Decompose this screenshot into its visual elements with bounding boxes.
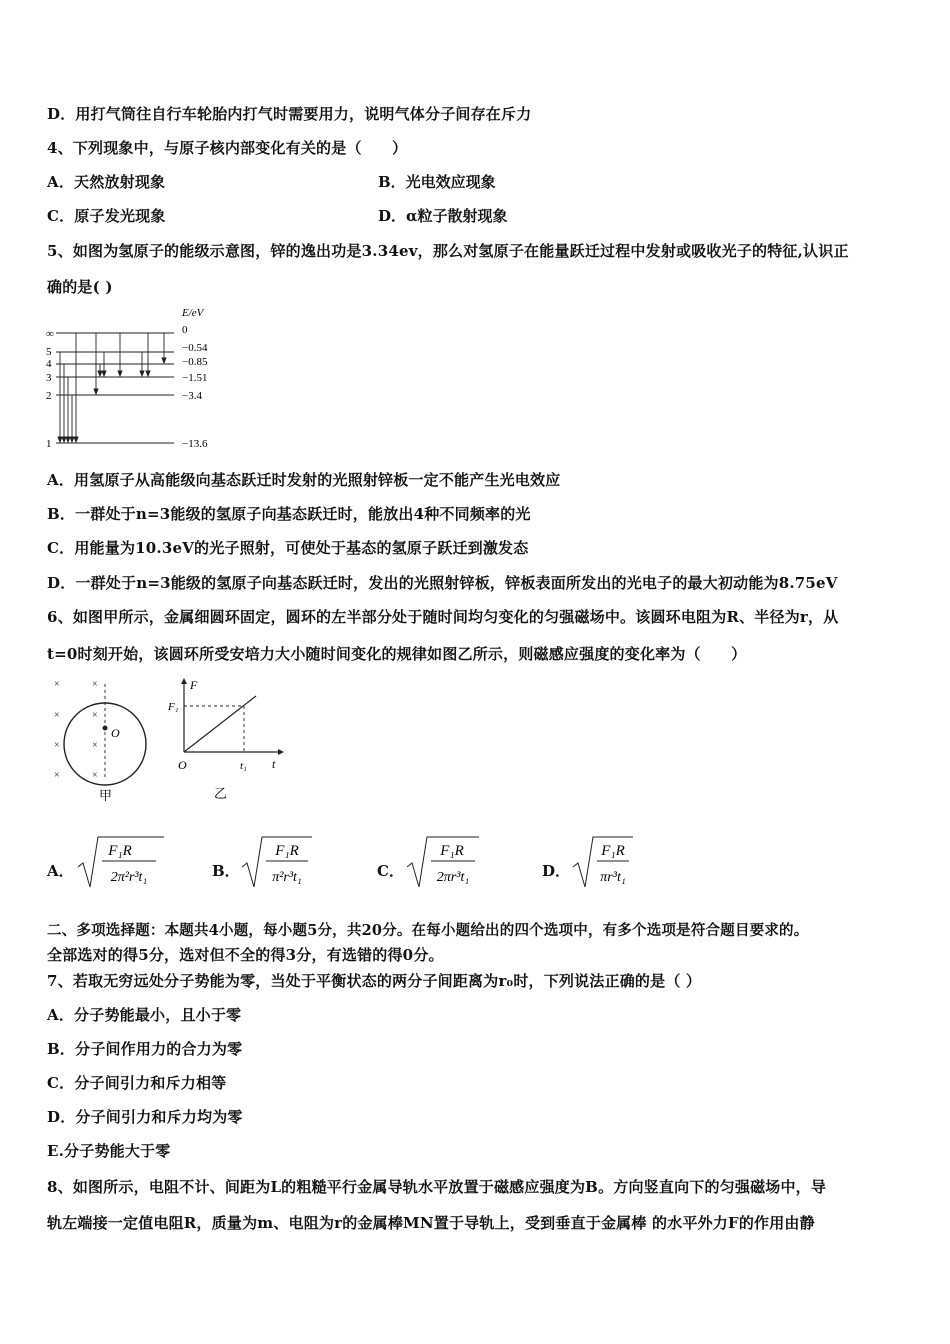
yi-x-axis-label: t [272, 757, 276, 771]
level-n-2: 2 [46, 390, 52, 402]
q3-option-d: D．用打气筒往自行车轮胎内打气时需要用力，说明气体分子间存在斥力 [47, 105, 532, 123]
q4-stem: 4、下列现象中，与原子核内部变化有关的是（ ） [47, 139, 408, 157]
energy-level-diagram [44, 303, 234, 453]
q6-option-a-formula [76, 833, 166, 893]
q6-option-c-formula [405, 833, 485, 893]
level-e-inf: 0 [182, 324, 188, 336]
q6-option-d-formula [571, 833, 641, 893]
figure-jia [48, 676, 158, 806]
q4-option-d: D．α粒子散射现象 [378, 207, 508, 225]
q5-stem-line1: 5、如图为氢原子的能级示意图，锌的逸出功是3.34ev，那么对氢原子在能量跃迁过程中发射或吸收光子的特征,认识正 [47, 242, 849, 260]
q6-option-d-letter: D． [542, 862, 571, 880]
svg-text:×: × [92, 679, 98, 690]
q5-stem-line2: 确的是( ) [47, 278, 113, 296]
svg-text:×: × [92, 770, 98, 781]
q7-option-c: C．分子间引力和斥力相等 [47, 1074, 227, 1092]
caption-yi: 乙 [214, 786, 228, 801]
svg-text:×: × [92, 710, 98, 721]
figure-yi [168, 676, 288, 806]
q7-stem: 7、若取无穷远处分子势能为零，当处于平衡状态的两分子间距离为r₀时，下列说法正确的是（ ） [47, 972, 702, 990]
level-n-4: 4 [46, 358, 52, 370]
yi-y-axis-label: F [190, 678, 198, 692]
q4-option-c: C．原子发光现象 [47, 207, 166, 225]
svg-text:×: × [54, 679, 60, 690]
q6-stem-line1: 6、如图甲所示，金属细圆环固定，圆环的左半部分处于随时间均匀变化的匀强磁场中。该圆环电阻为R、半径为r，从 [47, 608, 839, 626]
level-e-4: −0.85 [182, 356, 208, 368]
q6-stem-line2: t=0时刻开始，该圆环所受安培力大小随时间变化的规律如图乙所示，则磁感应强度的变化率为（ ） [47, 645, 747, 663]
q7-option-d: D．分子间引力和斥力均为零 [47, 1108, 243, 1126]
level-e-2: −3.4 [182, 390, 202, 402]
svg-text:π²r³t₁: π²r³t₁ [272, 870, 302, 885]
q8-stem-line2: 轨左端接一定值电阻R，质量为m、电阻为r的金属棒MN置于导轨上，受到垂直于金属棒 的水平外力F的作用由静 [47, 1214, 815, 1232]
energy-unit-label: E/eV [182, 307, 204, 319]
svg-text:×: × [54, 770, 60, 781]
svg-text:F₁R: F₁R [108, 843, 132, 859]
section-2-heading-line1: 二、多项选择题：本题共4小题，每小题5分，共20分。在每小题给出的四个选项中，有多个选项是符合题目要求的。 [47, 922, 809, 939]
q7-option-a: A．分子势能最小，且小于零 [47, 1006, 242, 1024]
caption-jia: 甲 [99, 788, 113, 803]
center-label-o: O [111, 726, 120, 740]
svg-text:×: × [54, 710, 60, 721]
q5-option-a: A．用氢原子从高能级向基态跃迁时发射的光照射锌板一定不能产生光电效应 [47, 471, 561, 489]
svg-text:×: × [92, 740, 98, 751]
level-e-3: −1.51 [182, 372, 208, 384]
q7-option-b: B．分子间作用力的合力为零 [47, 1040, 243, 1058]
svg-text:F₁R: F₁R [601, 843, 625, 859]
q5-option-b: B．一群处于n=3能级的氢原子向基态跃迁时，能放出4种不同频率的光 [47, 505, 531, 523]
q5-option-d: D．一群处于n=3能级的氢原子向基态跃迁时，发出的光照射锌板，锌板表面所发出的光电子的最大初动能为8.75eV [47, 574, 838, 592]
yi-x-mark: t₁ [240, 760, 247, 772]
level-n-1: 1 [46, 438, 52, 450]
q6-option-c-letter: C． [377, 862, 404, 880]
svg-text:2π²r³t₁: 2π²r³t₁ [110, 870, 148, 885]
q6-option-a-letter: A． [47, 862, 74, 880]
svg-text:F₁R: F₁R [440, 843, 464, 859]
level-e-1: −13.6 [182, 438, 208, 450]
q6-option-b-formula [240, 833, 320, 893]
level-n-3: 3 [46, 372, 52, 384]
yi-y-mark: F₁ [168, 701, 179, 713]
level-n-5: 5 [46, 346, 52, 358]
q4-option-a: A．天然放射现象 [47, 173, 166, 191]
svg-text:πr³t₁: πr³t₁ [600, 870, 626, 885]
q4-option-b: B．光电效应现象 [378, 173, 496, 191]
level-e-5: −0.54 [182, 342, 208, 354]
q7-option-e: E.分子势能大于零 [47, 1142, 171, 1160]
svg-text:×: × [54, 740, 60, 751]
svg-text:F₁R: F₁R [275, 843, 299, 859]
q8-stem-line1: 8、如图所示，电阻不计、间距为L的粗糙平行金属导轨水平放置于磁感应强度为B。方向竖直向下的匀强磁场中，导 [47, 1178, 827, 1196]
section-2-heading-line2: 全部选对的得5分，选对但不全的得3分，有选错的得0分。 [47, 946, 444, 964]
level-n-inf: ∞ [46, 328, 54, 340]
q6-option-b-letter: B． [212, 862, 240, 880]
yi-origin: O [178, 758, 187, 772]
svg-text:2πr³t₁: 2πr³t₁ [436, 870, 470, 885]
q5-option-c: C．用能量为10.3eV的光子照射，可使处于基态的氢原子跃迁到激发态 [47, 539, 529, 557]
